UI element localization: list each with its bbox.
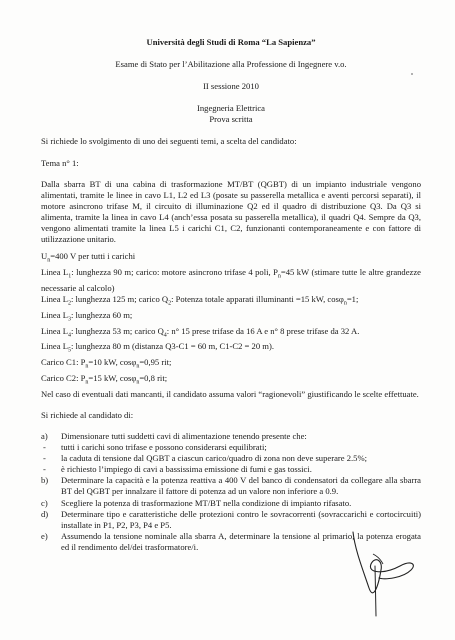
request-item-c <box>41 498 421 509</box>
field-label: Ingegneria Elettrica <box>197 103 265 114</box>
request-list <box>41 431 421 442</box>
test-label: Prova scritta <box>209 114 253 125</box>
param-line-l2: Linea $L_2$: lunghezza 125 m; carico $Q_2$: Potenza totale apparati illuminanti =15 kW, cosφ$_n$=1; <box>41 293 359 307</box>
university-title: Università degli Studi di Roma “La Sapienza” <box>146 37 316 47</box>
param-line-l3: Linea $L_3$: lunghezza 60 m; <box>41 309 133 323</box>
request-marker: c) <box>41 497 48 508</box>
document-body <box>41 37 421 553</box>
request-text: Dimensionare tutti suddetti cavi di alimentazione tenendo presente che: <box>61 431 307 441</box>
list-item: - è richiesto l’impiego di cavi a bassissima emissione di fumi e gas tossici. <box>41 464 421 475</box>
param-line-l1: Linea $L_1$: lunghezza 90 m; carico: motore asincrono trifase 4 poli, $P_n=45$ kW (stimare tutte le altre grandezze necessarie al calcolo) <box>41 267 421 293</box>
param-line-l4: Linea $L_4$: lunghezza 53 m; carico $Q_4$: n° 15 prese trifase da 16 A e n° 8 prese trifase da 32 A. <box>41 325 360 339</box>
list-item: - la caduta di tensione dal QGBT a ciascun carico/quadro di zona non deve superare 2.5%; <box>41 453 421 464</box>
request-item-d <box>41 509 421 531</box>
list-item: - tutti i carichi sono trifase e possono considerarsi equilibrati; <box>41 442 421 453</box>
param-load-c1: Carico C1: $P_n=10$ kW, cosφ$_n$=0,95 rit; <box>41 357 172 370</box>
request-item-b <box>41 475 421 497</box>
request-marker: a) <box>41 431 48 441</box>
request-marker: b) <box>41 475 49 486</box>
request-text: Assumendo la tensione nominale alla sbarra A, determinare la tensione al primario, la potenza erogata ed il rendimento del/dei trasformatore/i. <box>61 530 421 552</box>
session-label: II sessione 2010 <box>203 81 259 92</box>
tema-label: Tema n° 1: <box>41 157 79 168</box>
request-text: Scegliere la potenza di trasformazione MT/BT nella condizione di impianto rifasato. <box>61 497 352 508</box>
param-load-c2: Carico C2: $P_n=15$ kW, cosφ$_n$=0,8 rit; <box>41 373 168 386</box>
intro-text: Si richiede lo svolgimento di uno dei seguenti temi, a scelta del candidato: <box>41 136 297 147</box>
request-marker: e) <box>41 530 48 541</box>
param-missing-data-note: Nel caso di eventuali dati mancanti, il candidato assuma valori “ragionevoli” giustificando le scelte effettuate. <box>41 388 419 399</box>
exam-title: Esame di Stato per l’Abilitazione alla Professione di Ingegnere v.o. <box>115 59 347 70</box>
request-text: Determinare tipo e caratteristiche delle protezioni contro le sovracorrenti (sovraccarichi e cortocircuiti) installate in P1, P2, P3, P4 e P5. <box>61 508 421 530</box>
request-marker: d) <box>41 508 49 519</box>
param-voltage: $U_n=400$ V per tutti i carichi <box>41 251 136 264</box>
request-text: Determinare la capacità e la potenza reattiva a 400 V del banco di condensatori da collegare alla sbarra BT del QGBT per innalzare il fattore di potenza ad un valore non inferiore a 0.9. <box>61 475 421 497</box>
tema-description: Dalla sbarra BT di una cabina di trasformazione MT/BT (QGBT) di un impianto industriale vengono alimentati, tramite le linee in cavo L1, L2 ed L3 (posate su passerella metallica e aventi percorsi separati), il motore asincrono trifase M, il circuito di illuminazione Q2 ed il quadro di distribuzione Q3. Da Q3 si alimenta, tramite la linea in cavo L4 (anch’essa posata su passerella metallica), il quadri Q4. Sempre da Q3, vengono alimentati tramite la linea L5 i carichi C1, C2, funzionanti contemporaneamente e con fattore di utilizzazione unitario. <box>41 178 421 245</box>
cable-requirements-list <box>41 442 421 475</box>
param-line-l5: Linea $L_5$: lunghezza 80 m (distanza Q3-C1 = 60 m, C1-C2 = 20 m). <box>41 341 274 355</box>
request-intro: Si richiede al candidato di: <box>41 409 134 420</box>
request-item-a <box>41 431 421 442</box>
handwritten-signature <box>345 530 425 620</box>
